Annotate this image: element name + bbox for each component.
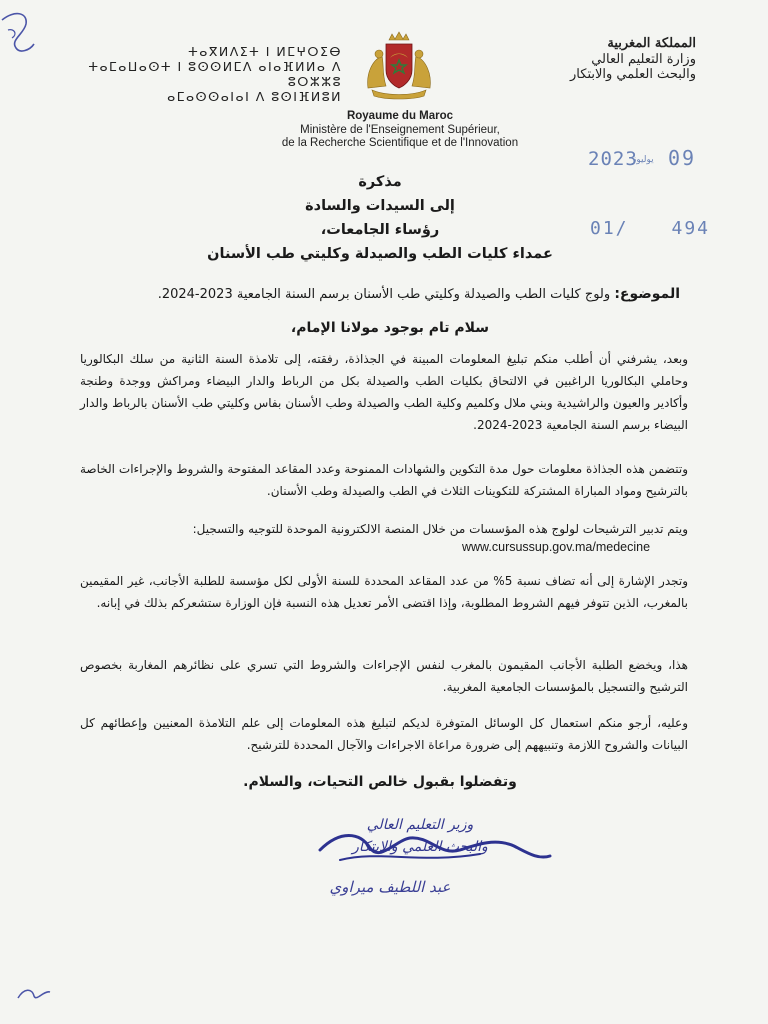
signature-title-line: والبحث العلمي والابتكار xyxy=(352,839,488,855)
body-paragraph: ويتم تدبير الترشيحات لولوج هذه المؤسسات من خلال المنصة الالكترونية الموحدة للتوجيه والتسجيل: xyxy=(192,522,688,536)
arabic-header-line: وزارة التعليم العالي xyxy=(591,51,696,67)
handwritten-corner-mark xyxy=(0,0,40,60)
body-paragraph: وتتضمن هذه الجذاذة معلومات حول مدة التكوين والشهادات الممنوحة وعدد المقاعد المفتوحة والشروط والإجراءات الخاصة بالترشيح ومواد المباراة المشتركة للتكوينات الثلاث في الطب والصيدلة وطب الأسنان. xyxy=(80,462,688,498)
french-header-line: Ministère de l'Enseignement Supérieur, xyxy=(300,123,500,136)
french-header-line: de la Recherche Scientifique et de l'Innovation xyxy=(281,137,519,149)
memo-greeting: سلام تام بوجود مولانا الإمام، xyxy=(290,320,490,336)
arabic-header-line: المملكة المغربية xyxy=(607,36,696,51)
stamp-month: يوليوز xyxy=(632,155,654,165)
addressee-line: رؤساء الجامعات، xyxy=(320,222,440,238)
body-paragraph: وتجدر الإشارة إلى أنه تضاف نسبة 5% من عدد المقاعد المحددة للسنة الأولى لكل مؤسسة للطلبة الأجانب، غير المقيمين بالمغرب، الذين تتوفر فيهم الشروط المطلوبة، وإذا اقتضى الأمر تعديل هذه النسبة فإن الوزارة ستشعركم بذلك في إبانه. xyxy=(80,574,689,610)
body-paragraph: هذا، ويخضع الطلبة الأجانب المقيمون بالمغرب لنفس الإجراءات والشروط التي تسري على نظائرهم المغاربة بخصوص الترشيح والتسجيل بالمؤسسات الجامعية المغربية. xyxy=(80,658,688,694)
tifinagh-line: ⵜⴰⴳⵍⴷⵉⵜ ⵏ ⵍⵎⵖⵔⵉⴱ xyxy=(188,44,342,59)
stamp-year: 2023 xyxy=(588,148,638,170)
stamp-registration xyxy=(590,218,710,239)
coat-of-arms-icon xyxy=(362,30,436,100)
signature-title-line: وزير التعليم العالي xyxy=(366,817,474,833)
signatory-name: عبد اللطيف ميراوي xyxy=(329,878,451,896)
tifinagh-line: ⵜⴰⵎⴰⵡⴰⵙⵜ ⵏ ⵓⵙⵙⵍⵎⴷ ⴰⵏⴰⴼⵍⵍⴰ ⴷ ⵓⵔⵣⵣⵓ xyxy=(88,59,342,89)
french-header xyxy=(200,110,600,151)
memo-addressees xyxy=(200,170,560,266)
arabic-header xyxy=(526,36,696,83)
stamp-reg-prefix: 01/ xyxy=(590,218,629,239)
stamp-day: 09 xyxy=(668,146,697,170)
tifinagh-header xyxy=(52,44,342,104)
handwritten-initials-mark xyxy=(14,978,54,1008)
subject-text: ولوج كليات الطب والصيدلة وكليتي طب الأسنان برسم السنة الجامعية 2023-2024. xyxy=(157,287,615,302)
memo-title: مذكرة xyxy=(358,174,402,190)
registration-url-link[interactable]: www.cursussup.gov.ma/medecine xyxy=(462,540,651,554)
addressee-line: إلى السيدات والسادة xyxy=(305,198,455,214)
stamp-reg-number: 494 xyxy=(671,218,710,239)
body-paragraph: وبعد، يشرفني أن أطلب منكم تبليغ المعلومات المبينة في الجذاذة، رفقته، إلى تلامذة السنة الثانية من سلك البكالوريا وحاملي البكالوريا الراغبين في الالتحاق بكليات الطب والصيدلة بكل من الرباط والدار البيضاء ومراكش ووجدة وطنجة وأكادير والعيون والراشيدية وبني ملال وكلميم وكلية الطب والصيدلة وطب الأسنان بفاس وكليتي طب الأسنان بالرباط والدار البيضاء برسم السنة الجامعية 2023-2024. xyxy=(80,352,688,432)
body-paragraph: وعليه، أرجو منكم استعمال كل الوسائل المتوفرة لديكم لتبليغ هذه المعلومات إلى علم التلامذة المعنيين وإعطائهم كل البيانات والشروح اللازمة وتنبيههم إلى ضرورة مراعاة الاجراءات والآجال المحددة للترشيح. xyxy=(80,716,688,752)
memo-closing: وتفضلوا بقبول خالص التحيات، والسلام. xyxy=(243,774,517,790)
french-header-title: Royaume du Maroc xyxy=(346,110,454,122)
tifinagh-line: ⴰⵎⴰⵙⵙⴰⵏⴰⵏ ⴷ ⵓⵙⵏⴼⵍⵓⵍ xyxy=(167,89,342,104)
memo-subject xyxy=(80,286,680,302)
subject-label: الموضوع: xyxy=(614,286,680,302)
arabic-header-line: والبحث العلمي والابتكار xyxy=(570,67,696,82)
addressee-line: عمداء كليات الطب والصيدلة وكليتي طب الأسنان xyxy=(207,246,553,262)
signature-scribble xyxy=(300,820,560,880)
